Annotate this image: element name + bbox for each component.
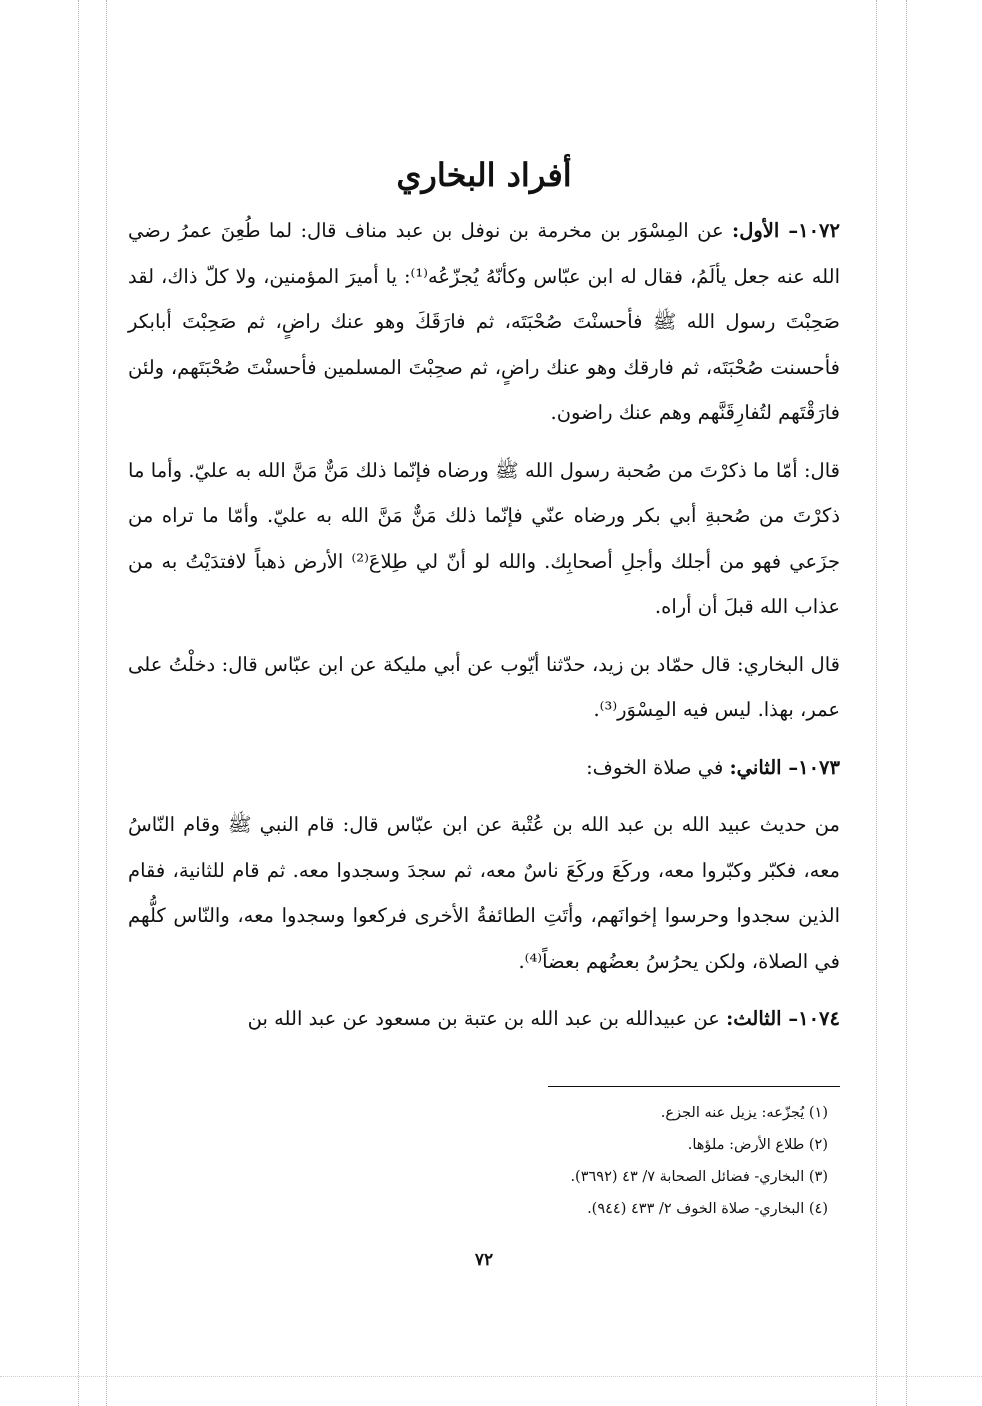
footnotes: [128, 1086, 840, 1225]
body-text: [128, 208, 840, 1054]
hadith-number: ١٠٧٢– الأول:: [732, 219, 840, 242]
paragraph-text: عن المِسْوَر بن مخرمة بن نوفل بن عبد مناف قال: لما طُعِنَ عمرُ رضي الله عنه جعل يألَمُ، فقال له ابن عبّاس وكأنّهُ يُجزّعُه⁽¹⁾: يا أميرَ المؤمنين، ولا كلّ ذاك، لقد صَحِبْتَ رسول الله ﷺ فأحسنْتَ صُحْبَتَه، ثم فارَقَكَ وهو عنك راضٍ، ثم صَحِبْتَ أبابكر فأحسنت صُحْبَتَه، ثم فارقك وهو عنك راضٍ، ثم صحِبْتَ المسلمين فأحسنْتَ صُحْبَتَهم، ولئن فارَقْتَهم لتُفارِقَنَّهم وهم عنك راضون.: [128, 219, 840, 424]
paragraph-reply: [128, 448, 840, 630]
paragraph-text: عن عبيدالله بن عبد الله بن عتبة بن مسعود عن عبد الله بن: [247, 1007, 727, 1030]
paragraph-text: في صلاة الخوف:: [586, 755, 730, 779]
guide-line-bottom: [0, 1376, 982, 1377]
paragraph-1072: [128, 208, 840, 436]
footnote: (٣) البخاري- فضائل الصحابة ٧/ ٤٣ (٣٦٩٢).: [570, 1169, 828, 1185]
paragraph-1073: [128, 745, 840, 791]
hadith-number: ١٠٧٤– الثالث:: [726, 1007, 840, 1030]
paragraph-prayer: [128, 802, 840, 984]
paragraph-bukhari-note: [128, 642, 840, 733]
page-title: أفراد البخاري: [396, 156, 572, 194]
footnote: (٤) البخاري- صلاة الخوف ٢/ ٤٣٣ (٩٤٤).: [587, 1201, 828, 1217]
page: [128, 150, 840, 1290]
paragraph-text: قال: أمّا ما ذكرْتَ من صُحبة رسول الله ﷺ ورضاه فإنّما ذلك مَنٌّ مَنَّ الله به عليّ. وأما ما ذكرْتَ من صُحبةِ أبي بكر ورضاه عنّي فإنّما ذلك مَنٌّ مَنَّ الله به عليّ. وأمّا ما تراه من جزَعي فهو من أجلك وأجلِ أصحابِك. والله لو أنّ لي طِلاعَ⁽²⁾ الأرض ذهباً لافتدَيْتُ به من عذاب الله قبلَ أن أراه.: [128, 458, 840, 618]
page-number: ٧٢: [474, 1250, 494, 1270]
guide-line-left-inner: [106, 0, 107, 1406]
guide-line-right-inner: [876, 0, 877, 1406]
footnote: (٢) طلاع الأرض: ملؤها.: [687, 1137, 828, 1153]
footnote-divider: [548, 1086, 840, 1087]
paragraph-1074: [128, 996, 840, 1042]
paragraph-text: قال البخاري: قال حمّاد بن زيد، حدّثنا أيّوب عن أبي مليكة عن ابن عبّاس قال: دخلْتُ على عمر، بهذا. ليس فيه المِسْوَر⁽³⁾.: [128, 652, 840, 721]
guide-line-right: [906, 0, 907, 1406]
paragraph-text: من حديث عبيد الله بن عبد الله بن عُتْبة عن ابن عبّاس قال: قام النبي ﷺ وقام النّاسُ معه، فكبّر وكبّروا معه، وركَعَ وركَعَ ناسٌ معه، ثم سجدَ وسجدوا معه. ثم قام للثانية، فقام الذين سجدوا وحرسوا إخوانَهم، وأتَتِ الطائفةُ الأخرى فركعوا وسجدوا معه، والنّاس كلُّهم في الصلاة، ولكن يحرُسُ بعضُهم بعضاً⁽⁴⁾.: [128, 813, 840, 973]
hadith-number: ١٠٧٣– الثاني:: [729, 755, 840, 779]
footnote: (١) يُجزّعه: يزيل عنه الجزع.: [660, 1105, 828, 1121]
guide-line-left: [78, 0, 79, 1406]
